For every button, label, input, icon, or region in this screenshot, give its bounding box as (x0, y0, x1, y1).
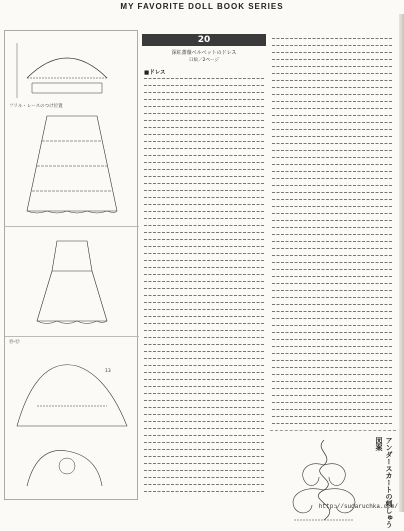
dress-top-diagram (7, 33, 137, 103)
collar-diagram (7, 436, 137, 496)
watermark-url: http://sudaruchka.com/ (318, 503, 398, 510)
label-13: 13 (105, 369, 111, 374)
frill-label: フリル・レースのつけ位置 (9, 104, 63, 109)
sleeve-diagram (7, 346, 137, 436)
instructions-column (142, 30, 266, 500)
page-gutter (399, 14, 404, 512)
pattern-number: 20 (142, 34, 266, 46)
pattern-subtitle: 深紅薔薇ベルベットのドレス (171, 50, 237, 56)
dress-front-diagram (7, 231, 137, 331)
series-header: MY FAVORITE DOLL BOOK SERIES (120, 2, 284, 11)
skirt-tier-diagram (7, 111, 137, 221)
embroidery-pattern-title: アンダースカートの刺しゅう図案 (375, 437, 393, 528)
materials-heading: ■ドレス (144, 70, 166, 76)
label-19-17: ⑲-⑰ (9, 340, 20, 345)
embroidery-motif (274, 435, 374, 527)
page-reference: 口絵／2ページ (189, 58, 219, 63)
diagram-column (4, 30, 138, 500)
embroidery-pattern (270, 430, 396, 531)
